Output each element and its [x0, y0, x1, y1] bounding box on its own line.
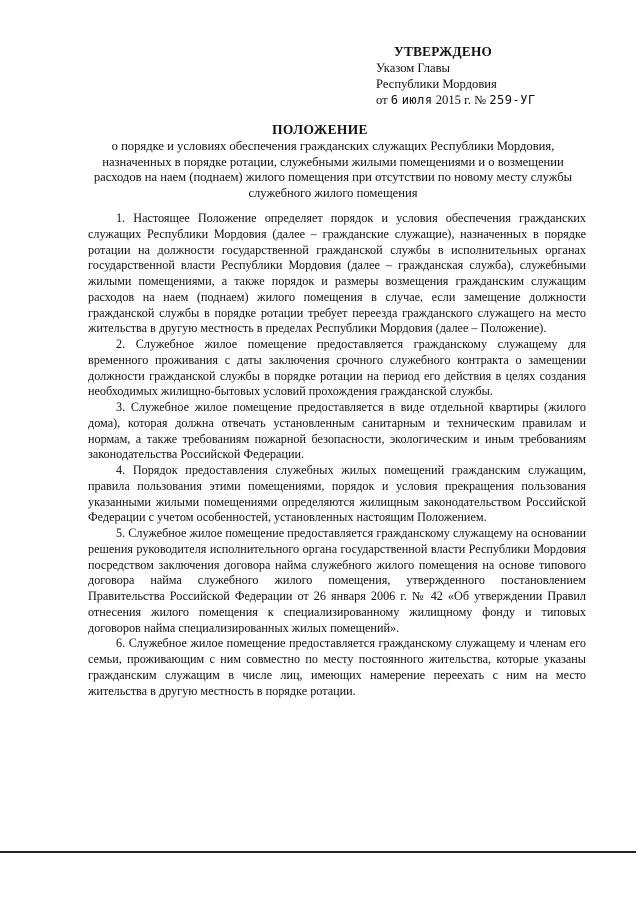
approval-heading: УТВЕРЖДЕНО	[394, 44, 493, 59]
paragraph-6: 6. Служебное жилое помещение предоставляется гражданскому служащему и членам его семьи, проживающим с ним совместно по месту постоянного жительства, которые указаны гражданским служащим в числе лиц, имеющих намерение переехать с ним на место жительства в другую местность в порядке ротации.	[88, 636, 586, 698]
approval-stamp	[376, 44, 616, 108]
approval-date-prefix: от	[376, 93, 388, 107]
approval-date-line	[376, 92, 616, 108]
paragraph-3: 3. Служебное жилое помещение предоставляется в виде отдельной квартиры (жилого дома), которая должна отвечать установленным санитарным и техническим правилам и нормам, а также требованиям пожарной безопасности, экологическим и иным требованиям законодательства Российской Федерации.	[88, 400, 586, 462]
page-bottom-divider	[0, 851, 636, 853]
approval-day: 6	[390, 93, 399, 107]
document-title: ПОЛОЖЕНИЕ	[272, 122, 368, 137]
paragraph-4: 4. Порядок предоставления служебных жилых помещений гражданским служащим, правила пользования этими помещениями, порядок и условия прекращения пользования указанными жилыми помещениями определяются жилищным законодательством Российской Федерации с учетом особенностей, установленных настоящим Положением.	[88, 463, 586, 525]
paragraph-5: 5. Служебное жилое помещение предоставляется гражданскому служащему на основании решения руководителя исполнительного органа государственной власти Республики Мордовия посредством заключения договора найма служебного жилого помещения на основе типового договора найма служебного жилого помещения, утвержденного постановлением Правительства Российской Федерации от 26 января 2006 г. № 42 «Об утверждении Правил отнесения жилого помещения к специализированному жилищному фонду и типовых договоров найма специализированных жилых помещений».	[88, 526, 586, 635]
approval-year: 2015 г. №	[435, 93, 487, 107]
approval-line-decree: Указом Главы	[376, 61, 451, 75]
approval-number: 259-УГ	[489, 93, 536, 107]
approval-month: июля	[401, 93, 433, 107]
paragraph-1: 1. Настоящее Положение определяет порядок и условия обеспечения гражданских служащих Республики Мордовия (далее – гражданские служащие), назначенных в порядке ротации на должности государственной гражданской службы в исполнительных органах государственной власти Республики Мордовия (далее – гражданская служба), служебными жилыми помещениями, а также порядок и размеры возмещения гражданским служащим расходов на наем (поднаем) жилого помещения в случае, если замещение должности гражданской службы в порядке ротации требует переезда гражданского служащего на место жительства в другую местность в пределах Республики Мордовия (далее – Положение).	[88, 211, 586, 336]
document-subtitle: о порядке и условиях обеспечения гражданских служащих Республики Мордовия, назначенных в порядке ротации, служебными жилыми помещениями и о возмещении расходов на наем (поднаем) жилого помещения при отсутствии по новому месту службы служебного жилого помещения	[93, 139, 573, 200]
paragraph-2: 2. Служебное жилое помещение предоставляется гражданскому служащему для временного проживания с даты заключения срочного служебного контракта о замещении должности гражданской службы в порядке ротации на период его действия в целях создания необходимых жилищно-бытовых условий прохождения гражданской службы.	[88, 337, 586, 399]
approval-line-republic: Республики Мордовия	[376, 77, 497, 91]
document-body	[88, 211, 586, 699]
